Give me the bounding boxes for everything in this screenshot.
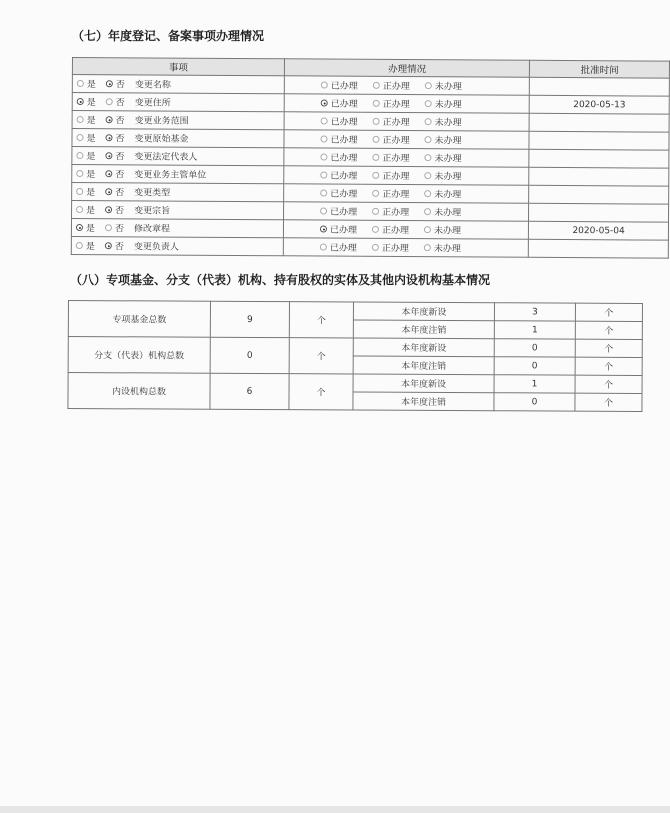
item-cell: [71, 236, 283, 255]
item-cell: [72, 75, 284, 94]
no-radio[interactable]: [106, 98, 113, 105]
yes-label: 是: [86, 98, 96, 109]
status-option-label: 正办理: [381, 243, 409, 255]
cancel-label: 本年度注销: [353, 392, 494, 411]
no-label: 否: [115, 134, 125, 145]
status-option-label: 已办理: [329, 243, 357, 254]
item-name: 变更原始基金: [134, 134, 189, 145]
group-total: 0: [210, 337, 289, 373]
status-option-label: 未办理: [434, 190, 462, 201]
new-count: 1: [494, 375, 575, 393]
no-radio[interactable]: [106, 80, 113, 87]
status-radio-0[interactable]: [320, 190, 327, 197]
status-option-label: 正办理: [382, 99, 410, 111]
no-label: 否: [115, 188, 125, 199]
group-label: 分支（代表）机构总数: [68, 337, 210, 374]
item-cell: [72, 183, 284, 202]
item-name: 变更业务范围: [134, 116, 189, 127]
no-label: 否: [115, 206, 125, 217]
status-radio-2[interactable]: [425, 118, 432, 125]
cancel-label: 本年度注销: [353, 320, 494, 339]
section8-title: （八）专项基金、分支（代表）机构、持有股权的实体及其他内设机构基本情况: [70, 273, 491, 287]
status-cell: [284, 166, 529, 185]
status-radio-2[interactable]: [424, 190, 431, 197]
no-radio[interactable]: [105, 224, 112, 231]
item-cell: [72, 165, 284, 184]
status-option-label: 未办理: [433, 226, 462, 237]
status-option-label: 已办理: [330, 81, 358, 92]
no-radio[interactable]: [105, 152, 112, 159]
status-option-label: 已办理: [330, 99, 358, 110]
yes-radio[interactable]: [77, 116, 84, 123]
yes-label: 是: [85, 242, 95, 253]
item-name: 变更名称: [134, 80, 171, 91]
yes-radio[interactable]: [77, 80, 84, 87]
cancel-count: 0: [494, 357, 575, 375]
new-label: 本年度新设: [353, 374, 494, 393]
group-total: 6: [210, 373, 289, 409]
status-radio-2[interactable]: [425, 82, 432, 89]
status-radio-1[interactable]: [373, 82, 380, 89]
status-option-label: 正办理: [382, 135, 410, 147]
approval-date: [529, 239, 669, 258]
item-name: 变更宗旨: [134, 206, 171, 217]
status-option-label: 已办理: [329, 225, 358, 236]
table-row: [68, 337, 642, 358]
unit-label: 个: [575, 357, 642, 375]
yes-radio[interactable]: [76, 188, 83, 195]
item-name: 变更类型: [134, 188, 171, 199]
yes-label: 是: [86, 152, 96, 163]
status-radio-2[interactable]: [424, 244, 431, 251]
yes-label: 是: [86, 80, 96, 91]
status-radio-0[interactable]: [320, 172, 327, 179]
status-option-label: 正办理: [382, 171, 410, 183]
unit-label: 个: [289, 338, 353, 374]
status-option-label: 正办理: [382, 81, 410, 93]
new-label: 本年度新设: [353, 302, 494, 321]
status-option-label: 未办理: [434, 82, 462, 93]
status-cell: [284, 148, 529, 167]
yes-label: 是: [86, 134, 96, 145]
group-label: 专项基金总数: [68, 301, 210, 338]
item-name: 变更业务主管单位: [134, 170, 207, 181]
no-radio[interactable]: [105, 188, 112, 195]
status-radio-0[interactable]: [321, 100, 328, 107]
item-name: 变更负责人: [133, 242, 179, 253]
cancel-count: 1: [494, 321, 575, 339]
yes-label: 是: [86, 170, 96, 181]
section7-title: （七）年度登记、备案事项办理情况: [72, 29, 265, 43]
status-radio-1[interactable]: [373, 100, 380, 107]
status-option-label: 未办理: [433, 244, 461, 255]
no-label: 否: [114, 224, 125, 235]
yes-label: 是: [86, 188, 96, 199]
status-option-label: 正办理: [382, 117, 410, 129]
status-radio-0[interactable]: [320, 226, 327, 233]
no-radio[interactable]: [105, 206, 112, 213]
no-radio[interactable]: [105, 170, 112, 177]
status-radio-1[interactable]: [372, 190, 379, 197]
status-option-label: 未办理: [434, 100, 462, 111]
item-cell: [72, 201, 284, 220]
unit-label: 个: [289, 302, 353, 338]
status-cell: [284, 94, 529, 113]
item-name: 修改章程: [133, 224, 171, 235]
approval-date: [529, 131, 669, 150]
status-option-label: 已办理: [330, 135, 358, 146]
status-option-label: 正办理: [381, 225, 410, 237]
status-radio-1[interactable]: [373, 118, 380, 125]
status-radio-2[interactable]: [424, 154, 431, 161]
yes-radio[interactable]: [76, 224, 83, 231]
status-option-label: 未办理: [434, 208, 462, 219]
status-option-label: 已办理: [330, 153, 358, 164]
status-option-label: 已办理: [330, 117, 358, 128]
status-radio-0[interactable]: [321, 136, 328, 143]
status-cell: [284, 76, 529, 95]
new-count: 3: [494, 303, 575, 321]
yes-label: 是: [85, 224, 95, 235]
status-option-label: 未办理: [434, 136, 462, 147]
group-total: 9: [210, 301, 289, 337]
table-row: [68, 373, 642, 394]
cancel-label: 本年度注销: [353, 356, 494, 375]
header-item: 事项: [72, 58, 284, 76]
unit-label: 个: [289, 374, 353, 410]
status-radio-1[interactable]: [372, 172, 379, 179]
status-radio-2[interactable]: [425, 100, 432, 107]
yes-radio[interactable]: [76, 152, 83, 159]
header-status: 办理情况: [284, 59, 529, 77]
status-option-label: 正办理: [382, 207, 410, 219]
yes-radio[interactable]: [77, 98, 84, 105]
status-option-label: 已办理: [330, 207, 358, 218]
no-label: 否: [115, 152, 125, 163]
no-radio[interactable]: [106, 116, 113, 123]
status-option-label: 未办理: [434, 172, 462, 183]
cancel-count: 0: [494, 393, 575, 411]
bottom-scrollbar: [0, 806, 670, 813]
status-cell: [283, 220, 528, 239]
status-radio-1[interactable]: [372, 208, 379, 215]
status-radio-1[interactable]: [372, 244, 379, 251]
status-radio-2[interactable]: [424, 208, 431, 215]
institution-summary-table: [67, 300, 643, 412]
yes-radio[interactable]: [76, 242, 83, 249]
status-option-label: 正办理: [382, 153, 410, 165]
approval-date: 2020-05-04: [529, 221, 669, 240]
status-cell: [284, 130, 529, 149]
status-radio-0[interactable]: [320, 244, 327, 251]
group-label: 内设机构总数: [68, 373, 210, 410]
unit-label: 个: [575, 303, 642, 321]
status-option-label: 未办理: [434, 118, 462, 129]
new-label: 本年度新设: [353, 338, 494, 357]
status-radio-0[interactable]: [321, 82, 328, 89]
item-name: 变更法定代表人: [134, 152, 198, 163]
approval-date: [529, 167, 669, 186]
approval-date: 2020-05-13: [530, 95, 670, 114]
unit-label: 个: [575, 321, 642, 339]
status-radio-0[interactable]: [320, 208, 327, 215]
registration-items-table: [71, 57, 670, 259]
item-cell: [72, 129, 284, 148]
status-radio-0[interactable]: [320, 154, 327, 161]
status-radio-2[interactable]: [424, 226, 431, 233]
status-radio-2[interactable]: [425, 136, 432, 143]
yes-radio[interactable]: [76, 134, 83, 141]
unit-label: 个: [575, 393, 642, 411]
status-radio-1[interactable]: [373, 136, 380, 143]
status-radio-1[interactable]: [372, 154, 379, 161]
status-option-label: 已办理: [330, 171, 358, 182]
no-label: 否: [114, 242, 124, 253]
item-name: 变更住所: [134, 98, 171, 109]
status-option-label: 未办理: [434, 154, 462, 165]
item-cell: [72, 93, 284, 112]
yes-radio[interactable]: [76, 206, 83, 213]
header-date: 批准时间: [530, 60, 670, 78]
unit-label: 个: [575, 339, 642, 357]
no-label: 否: [115, 80, 125, 91]
approval-date: [529, 185, 669, 204]
yes-radio[interactable]: [76, 170, 83, 177]
status-option-label: 正办理: [382, 189, 410, 201]
no-radio[interactable]: [106, 134, 113, 141]
item-cell: [72, 111, 284, 130]
approval-date: [529, 113, 669, 132]
status-radio-1[interactable]: [372, 226, 379, 233]
status-option-label: 已办理: [330, 189, 358, 200]
table-row: [71, 236, 668, 258]
status-radio-0[interactable]: [321, 118, 328, 125]
new-count: 0: [494, 339, 575, 357]
status-cell: [284, 112, 529, 131]
status-radio-2[interactable]: [424, 172, 431, 179]
no-label: 否: [115, 116, 125, 127]
no-radio[interactable]: [105, 242, 112, 249]
yes-label: 是: [86, 206, 96, 217]
status-cell: [284, 184, 529, 203]
no-label: 否: [115, 98, 125, 109]
unit-label: 个: [575, 375, 642, 393]
status-cell: [284, 202, 529, 221]
yes-label: 是: [86, 116, 96, 127]
table-row: [68, 301, 642, 322]
item-cell: [72, 147, 284, 166]
approval-date: [530, 77, 670, 96]
no-label: 否: [115, 170, 125, 181]
approval-date: [529, 149, 669, 168]
item-cell: [71, 219, 283, 238]
approval-date: [529, 203, 669, 222]
status-cell: [283, 238, 528, 257]
